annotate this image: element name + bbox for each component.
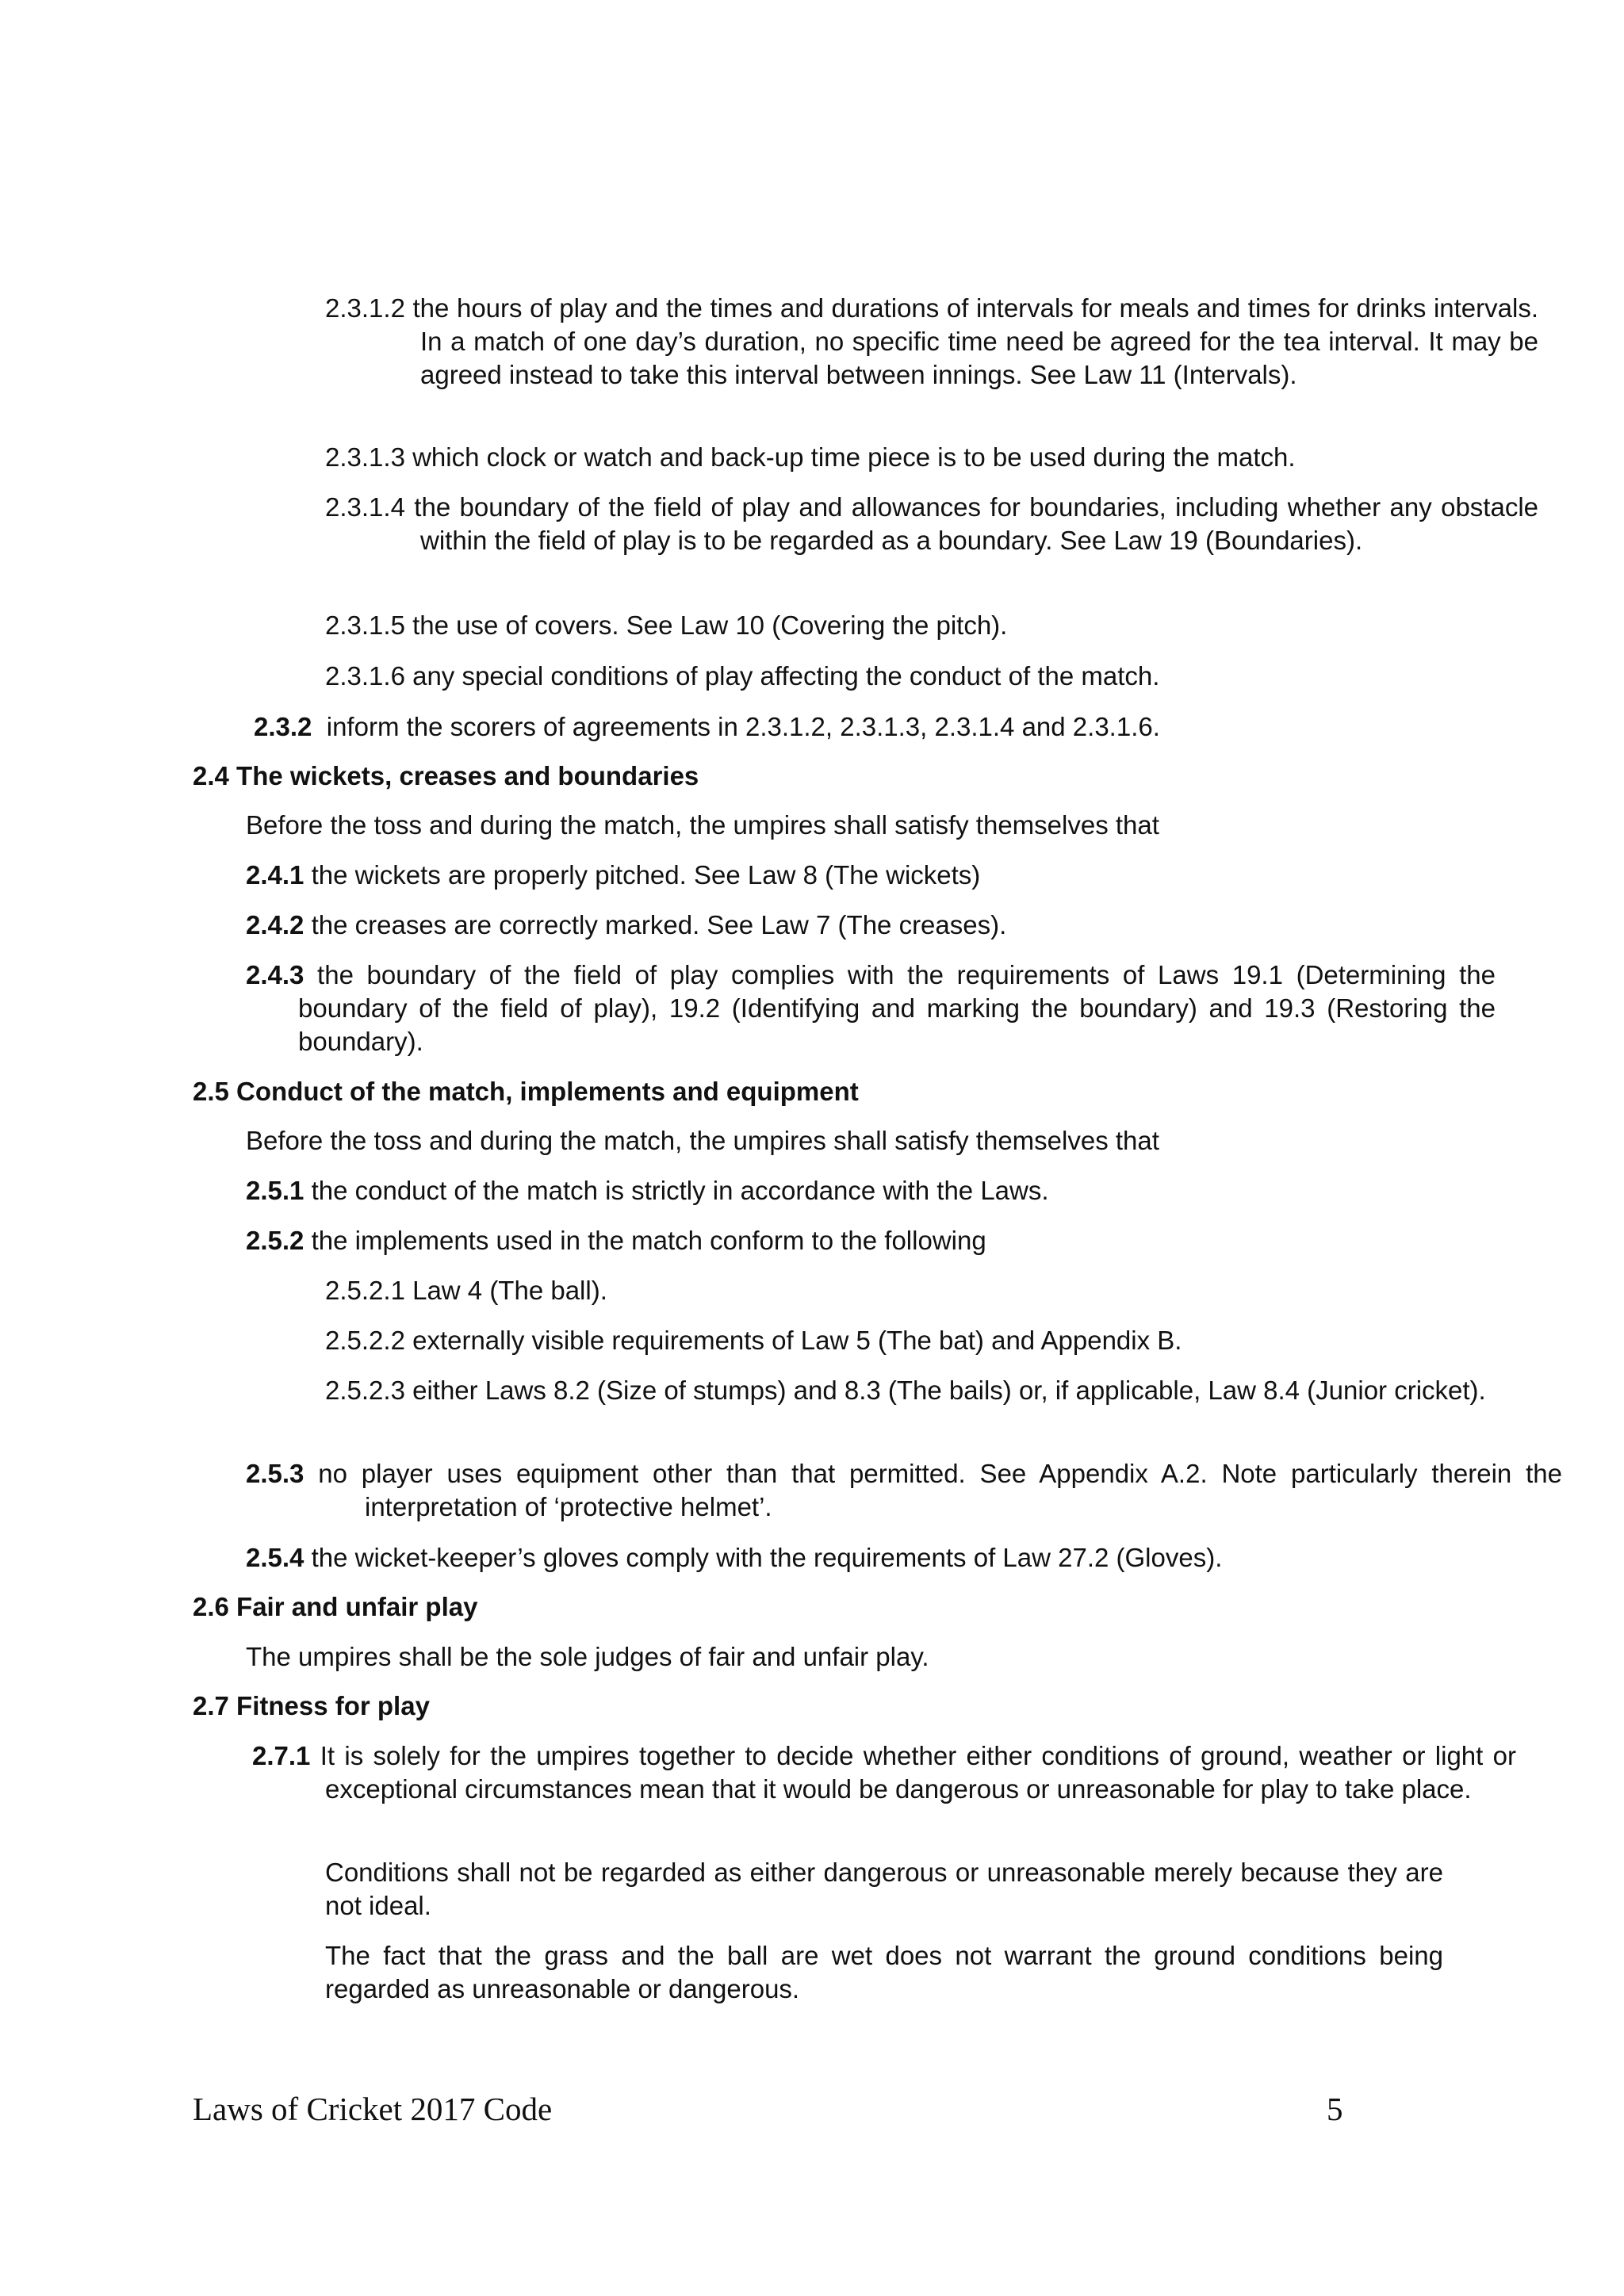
section-text-2-6: The umpires shall be the sole judges of fair and unfair play. — [246, 1642, 929, 1671]
clause-text: any special conditions of play affecting the conduct of the match. — [412, 661, 1160, 691]
clause-text: Law 4 (The ball). — [412, 1276, 607, 1305]
clause-2-3-1-4 — [325, 491, 1538, 557]
clause-number: 2.3.1.5 — [325, 610, 405, 640]
clause-2-3-1-6 — [325, 660, 1159, 693]
clause-text: the creases are correctly marked. See Law 7 (The creases). — [311, 910, 1007, 939]
clause-number: 2.3.2 — [254, 712, 312, 741]
page-number: 5 — [1327, 2091, 1343, 2127]
clause-number: 2.3.1.4 — [325, 492, 405, 522]
section-intro-2-4: Before the toss and during the match, the umpires shall satisfy themselves that — [246, 810, 1159, 840]
clause-2-4-3 — [246, 959, 1496, 1058]
clause-text: the wickets are properly pitched. See Law 8 (The wickets) — [311, 860, 981, 890]
clause-number: 2.4.3 — [246, 960, 304, 989]
clause-2-5-3 — [246, 1457, 1562, 1524]
clause-2-3-1-3 — [325, 441, 1538, 474]
clause-2-5-1 — [246, 1174, 1049, 1207]
clause-number: 2.3.1.2 — [325, 293, 405, 323]
clause-number: 2.5.2 — [246, 1226, 304, 1255]
clause-number: 2.5.2.3 — [325, 1376, 405, 1405]
section-heading-2-6: 2.6 Fair and unfair play — [193, 1592, 478, 1621]
section-heading-2-5: 2.5 Conduct of the match, implements and equipment — [193, 1077, 859, 1106]
clause-2-3-2 — [254, 710, 1160, 744]
clause-2-3-1-2 — [325, 292, 1538, 392]
clause-2-4-1 — [246, 859, 980, 892]
clause-2-5-4 — [246, 1541, 1222, 1575]
clause-text: It is solely for the umpires together to decide whether either conditions of ground, weather or light or exceptional circumstances mean that it would be dangerous or unreasonable for play to take place. — [320, 1741, 1516, 1804]
clause-number: 2.5.4 — [246, 1543, 304, 1572]
clause-text: either Laws 8.2 (Size of stumps) and 8.3 (The bails) or, if applicable, Law 8.4 (Junior cricket). — [412, 1376, 1486, 1405]
clause-number: 2.5.2.1 — [325, 1276, 405, 1305]
clause-2-7-1-paragraph-3: The fact that the grass and the ball are wet does not warrant the ground conditions being regarded as unreasonable or dangerous. — [325, 1941, 1443, 2003]
clause-number: 2.5.3 — [246, 1459, 304, 1488]
clause-text: which clock or watch and back-up time piece is to be used during the match. — [412, 442, 1296, 472]
clause-number: 2.5.1 — [246, 1176, 304, 1205]
clause-text: the boundary of the field of play complies with the requirements of Laws 19.1 (Determining the boundary of the field of play), 19.2 (Identifying and marking the boundary) and 19.3 (Restoring the boundary). — [298, 960, 1496, 1056]
clause-text: the boundary of the field of play and allowances for boundaries, including whether any obstacle within the field of play is to be regarded as a boundary. See Law 19 (Boundaries). — [414, 492, 1538, 555]
clause-number: 2.5.2.2 — [325, 1326, 405, 1355]
clause-2-5-2-2 — [325, 1324, 1182, 1357]
section-intro-2-5: Before the toss and during the match, the umpires shall satisfy themselves that — [246, 1126, 1159, 1155]
clause-number: 2.3.1.3 — [325, 442, 405, 472]
clause-number: 2.7.1 — [252, 1741, 311, 1770]
clause-text: no player uses equipment other than that permitted. See Appendix A.2. Note particularly therein the interpretation of ‘protective helmet’. — [318, 1459, 1562, 1521]
clause-number: 2.4.1 — [246, 860, 304, 890]
clause-number: 2.4.2 — [246, 910, 304, 939]
clause-2-7-1-paragraph-2: Conditions shall not be regarded as either dangerous or unreasonable merely because they are not ideal. — [325, 1858, 1443, 1920]
clause-text: the implements used in the match conform to the following — [311, 1226, 986, 1255]
section-heading-2-7: 2.7 Fitness for play — [193, 1691, 430, 1720]
clause-2-5-2-1 — [325, 1274, 607, 1307]
clause-2-5-2 — [246, 1224, 986, 1257]
clause-text: the wicket-keeper’s gloves comply with the requirements of Law 27.2 (Gloves). — [311, 1543, 1223, 1572]
clause-2-5-2-3 — [325, 1374, 1538, 1407]
clause-2-7-1 — [252, 1739, 1516, 1806]
clause-2-4-2 — [246, 909, 1006, 942]
clause-text: the conduct of the match is strictly in accordance with the Laws. — [311, 1176, 1049, 1205]
clause-text: externally visible requirements of Law 5 (The bat) and Appendix B. — [412, 1326, 1182, 1355]
clause-text: inform the scorers of agreements in 2.3.1.2, 2.3.1.3, 2.3.1.4 and 2.3.1.6. — [326, 712, 1160, 741]
footer-title: Laws of Cricket 2017 Code — [193, 2091, 553, 2127]
clause-text: the use of covers. See Law 10 (Covering the pitch). — [412, 610, 1008, 640]
clause-2-3-1-5 — [325, 609, 1007, 642]
section-heading-2-4: 2.4 The wickets, creases and boundaries — [193, 761, 699, 790]
clause-text: the hours of play and the times and durations of intervals for meals and times for drinks intervals. In a match of one day’s duration, no specific time need be agreed for the tea interval. It may be agreed instead to take this interval between innings. See Law 11 (Intervals). — [412, 293, 1538, 389]
clause-number: 2.3.1.6 — [325, 661, 405, 691]
